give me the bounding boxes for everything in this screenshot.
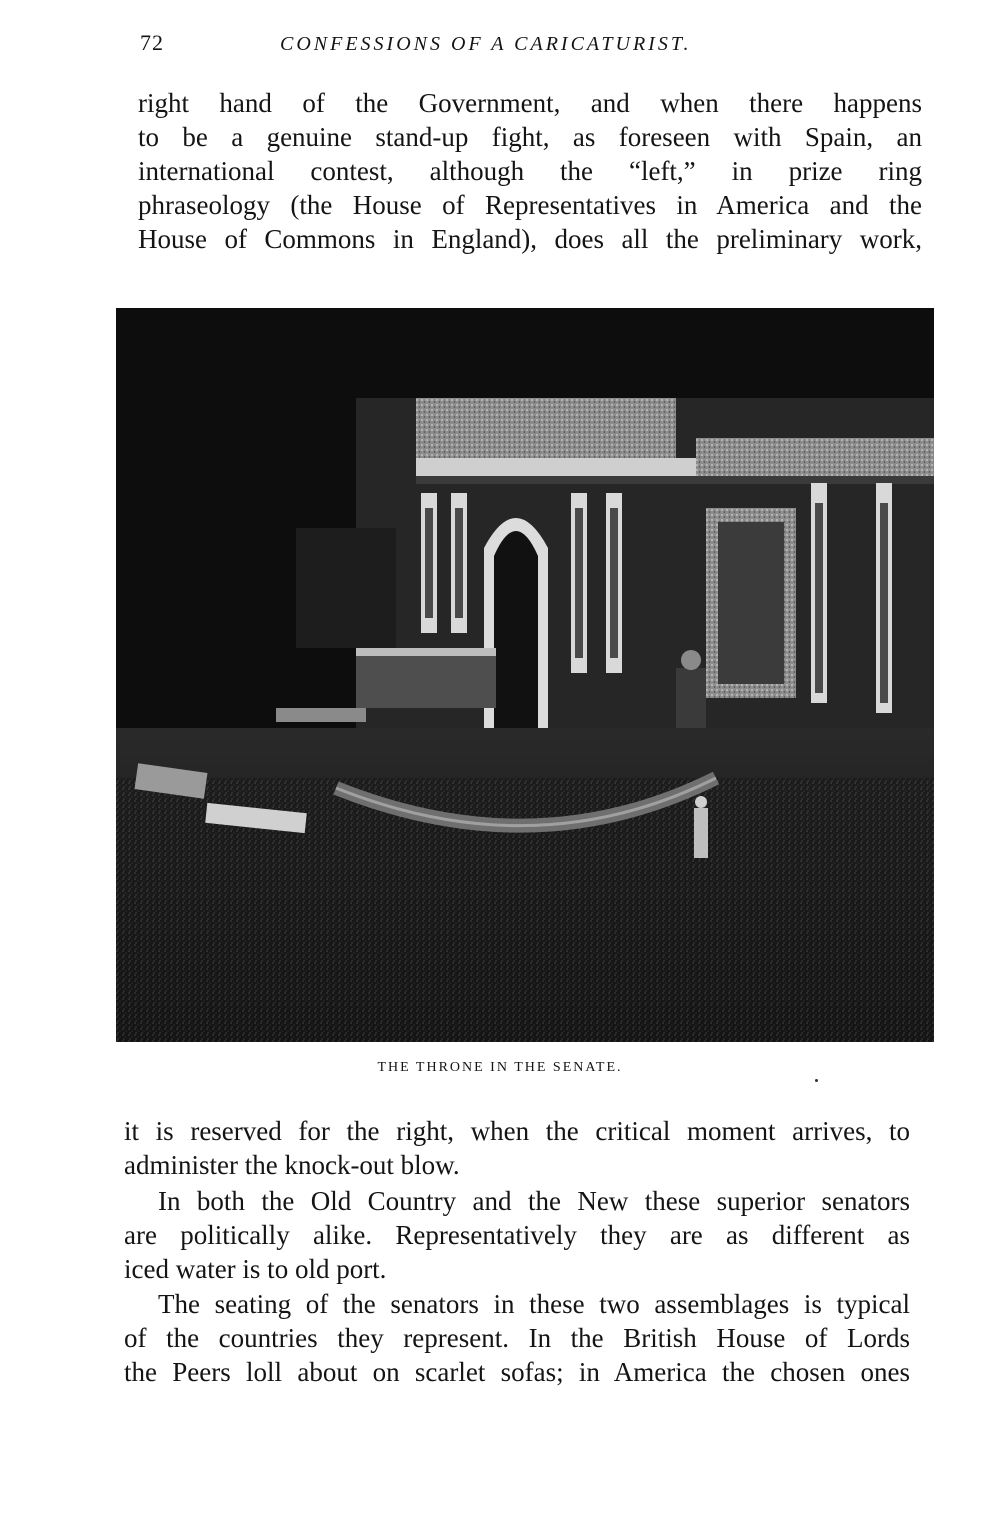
text-line: administer the knock-out blow. <box>124 1150 460 1180</box>
figure-caption: THE THRONE IN THE SENATE. <box>377 1060 623 1075</box>
engraving-illustration <box>116 308 934 1042</box>
text-line: the Peers loll about on scarlet sofas; in America the chosen ones <box>124 1357 910 1387</box>
text-line: In both the Old Country and the New these superior senators <box>158 1186 910 1216</box>
senate-throne-photograph <box>116 308 934 1042</box>
text-line: phraseology (the House of Representatives in America and the <box>138 190 922 220</box>
text-line: it is reserved for the right, when the critical moment arrives, to <box>124 1116 910 1146</box>
print-speck <box>815 1079 818 1082</box>
text-line: House of Commons in England), does all the preliminary work, <box>138 224 922 254</box>
text-line: right hand of the Government, and when there happens <box>138 88 922 118</box>
paragraph <box>124 1287 910 1389</box>
text-line: of the countries they represent. In the British House of Lords <box>124 1323 910 1353</box>
text-line: The seating of the senators in these two assemblages is typical <box>158 1289 910 1319</box>
paragraph-continuation <box>124 1114 910 1182</box>
running-head: CONFESSIONS OF A CARICATURIST. <box>280 33 692 55</box>
text-line: iced water is to old port. <box>124 1254 387 1284</box>
text-line: are politically alike. Representatively they are as different as <box>124 1220 910 1250</box>
text-line: international contest, although the “left,” in prize ring <box>138 156 922 186</box>
text-line: to be a genuine stand-up fight, as foreseen with Spain, an <box>138 122 922 152</box>
paragraph <box>124 1184 910 1286</box>
page-number: 72 <box>140 30 164 55</box>
paragraph-continued <box>138 86 922 256</box>
